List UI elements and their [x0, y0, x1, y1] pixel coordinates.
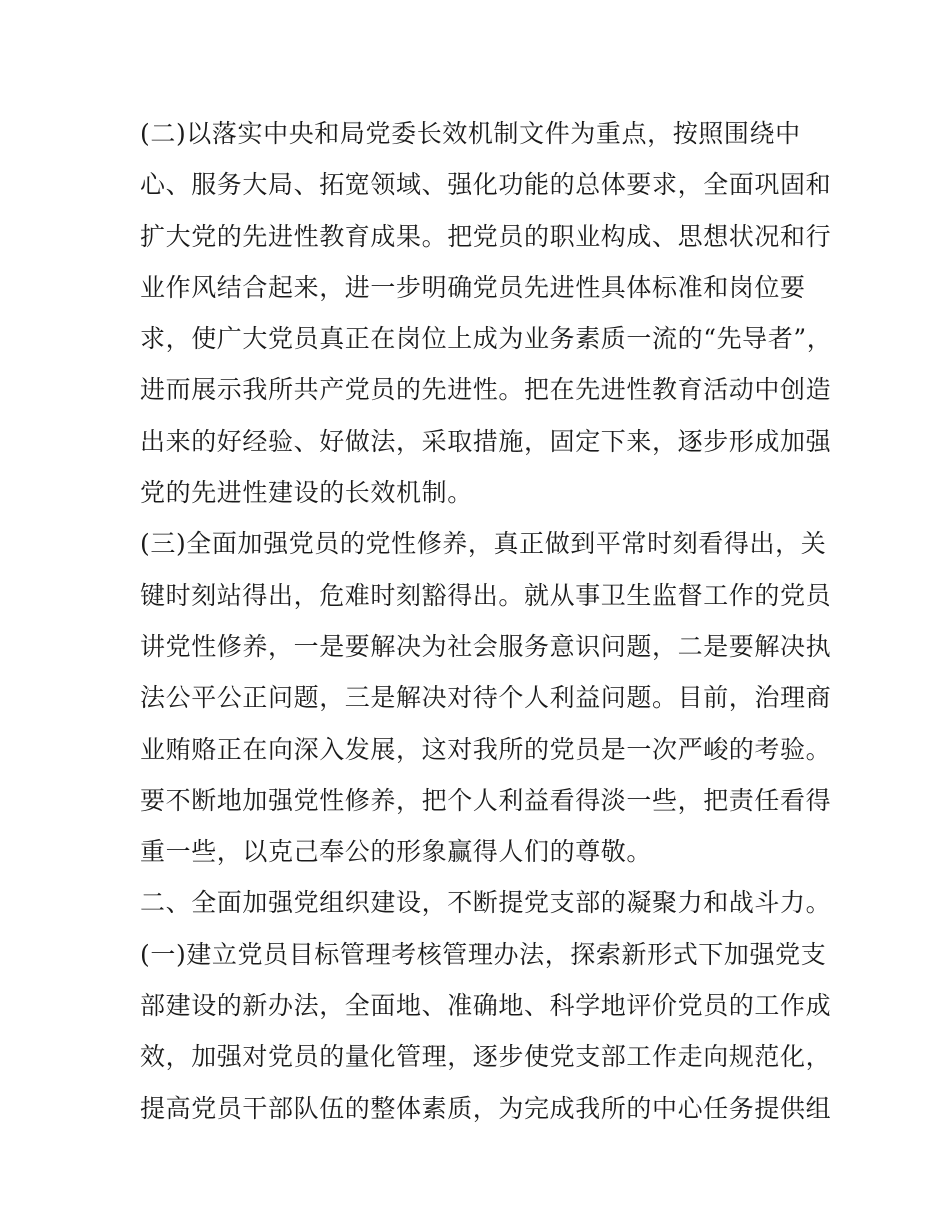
text-line: 出来的好经验、好做法，采取措施，固定下来，逐步形成加强 — [140, 426, 832, 456]
text-line: 进而展示我所共产党员的先进性。把在先进性教育活动中创造 — [140, 375, 832, 405]
text-line: 要不断地加强党性修养，把个人利益看得淡一些，把责任看得 — [140, 785, 832, 815]
text-line: (三)全面加强党员的党性修养，真正做到平常时刻看得出，关 — [140, 529, 827, 559]
text-line: 提高党员干部队伍的整体素质，为完成我所的中心任务提供组 — [140, 1093, 832, 1123]
text-line: 求，使广大党员真正在岗位上成为业务素质一流的“先导者”， — [140, 324, 833, 354]
text-line: (二)以落实中央和局党委长效机制文件为重点，按照围绕中 — [140, 119, 801, 148]
text-line: 讲党性修养，一是要解决为社会服务意识问题，二是要解决执 — [140, 631, 832, 661]
text-line: 扩大党的先进性教育成果。把党员的职业构成、思想状况和行 — [140, 221, 832, 251]
text-line: 业作风结合起来，进一步明确党员先进性具体标准和岗位要 — [140, 272, 806, 302]
text-line: 效，加强对党员的量化管理，逐步使党支部工作走向规范化， — [140, 1042, 832, 1072]
section-heading: 二、全面加强党组织建设，不断提党支部的凝聚力和战斗力。 — [140, 888, 832, 918]
text-line: (一)建立党员目标管理考核管理办法，探索新形式下加强党支 — [140, 939, 827, 969]
body-text — [140, 108, 833, 1134]
text-line: 键时刻站得出，危难时刻豁得出。就从事卫生监督工作的党员 — [140, 580, 832, 610]
text-line: 重一些，以克己奉公的形象赢得人们的尊敬。 — [140, 837, 653, 867]
text-line: 法公平公正问题，三是解决对待个人利益问题。目前，治理商 — [140, 683, 832, 713]
text-line: 心、服务大局、拓宽领域、强化功能的总体要求，全面巩固和 — [140, 170, 832, 200]
text-line: 业贿赂正在向深入发展，这对我所的党员是一次严峻的考验。 — [140, 734, 832, 764]
text-line: 部建设的新办法，全面地、准确地、科学地评价党员的工作成 — [140, 991, 832, 1021]
text-line: 党的先进性建设的长效机制。 — [140, 478, 473, 508]
